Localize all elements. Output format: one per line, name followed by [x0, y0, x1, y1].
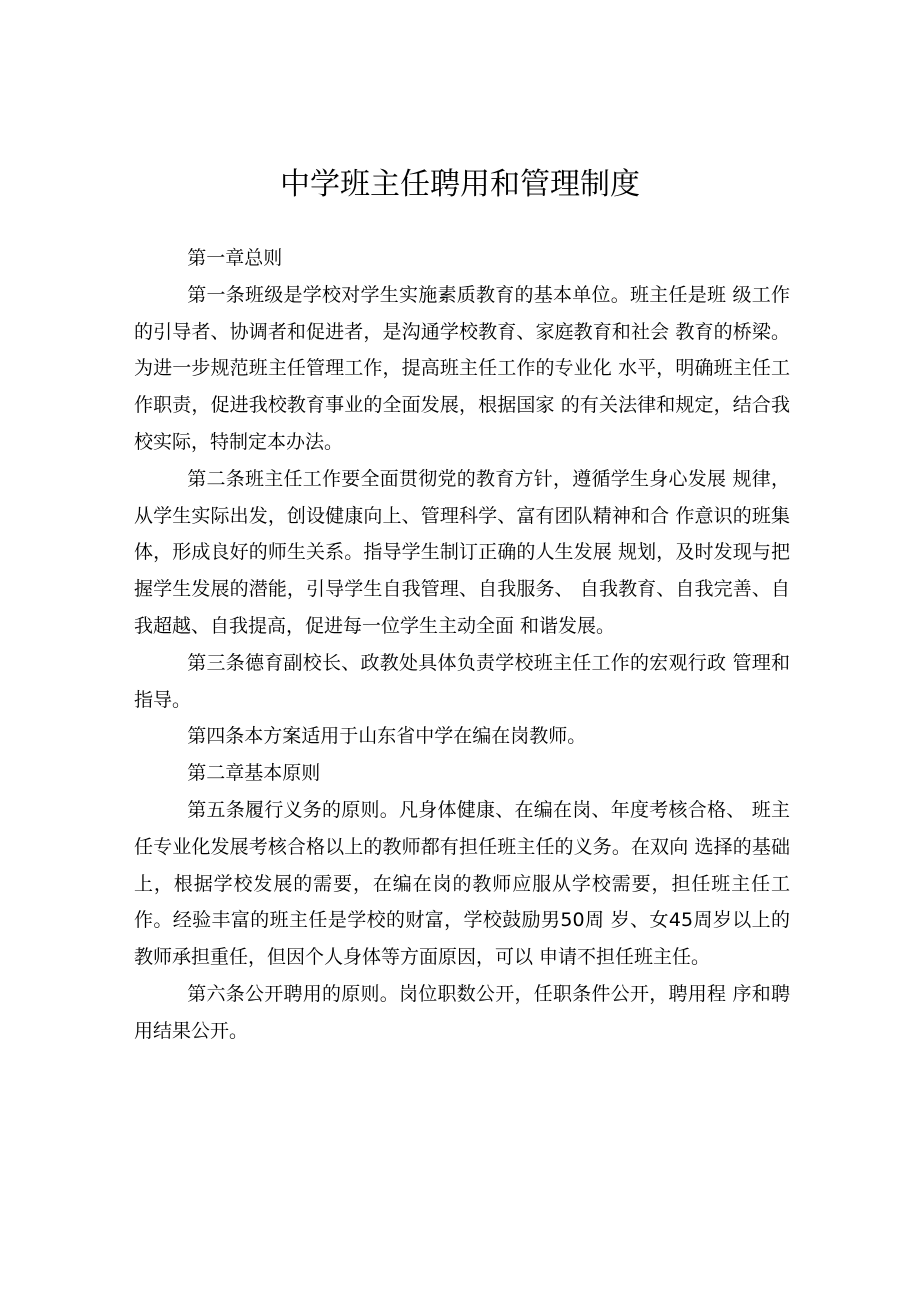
article-6: 第六条公开聘用的原则。岗位职数公开，任职条件公开，聘用程 序和聘用结果公开。: [134, 982, 790, 1042]
chapter-2-heading: 第二章基本原则: [187, 762, 321, 785]
document-title: 中学班主任聘用和管理制度: [280, 167, 640, 202]
document-body: [134, 240, 790, 1050]
article-5: 第五条履行义务的原则。凡身体健康、在编在岗、年度考核合格、 班主任专业化发展考核合格以上的教师都有担任班主任的义务。在双向 选择的基础上，根据学校发展的需要，在编在岗的教师应服从学校需要，担任班主任工作。经验丰富的班主任是学校的财富，学校鼓励男50周 岁、女45周岁以上的教师承担重任，但因个人身体等方面原因，可以 申请不担任班主任。: [134, 798, 790, 969]
article-1: 第一条班级是学校对学生实施素质教育的基本单位。班主任是班 级工作的引导者、协调者和促进者，是沟通学校教育、家庭教育和社会 教育的桥梁。为进一步规范班主任管理工作，提高班主任工作的专业化 水平，明确班主任工作职责，促进我校教育事业的全面发展，根据国家 的有关法律和规定，结合我校实际，特制定本办法。: [134, 283, 790, 453]
article-4: 第四条本方案适用于山东省中学在编在岗教师。: [187, 725, 587, 748]
article-3: 第三条德育副校长、政教处具体负责学校班主任工作的宏观行政 管理和指导。: [134, 651, 790, 711]
article-2: 第二条班主任工作要全面贯彻党的教育方针，遵循学生身心发展 规律，从学生实际出发，创设健康向上、管理科学、富有团队精神和合 作意识的班集体，形成良好的师生关系。指导学生制订正确的人生发展 规划，及时发现与把握学生发展的潜能，引导学生自我管理、自我服务、 自我教育、自我完善、自我超越、自我提高，促进每一位学生主动全面 和谐发展。: [134, 467, 790, 637]
chapter-1-heading: 第一章总则: [187, 247, 283, 269]
